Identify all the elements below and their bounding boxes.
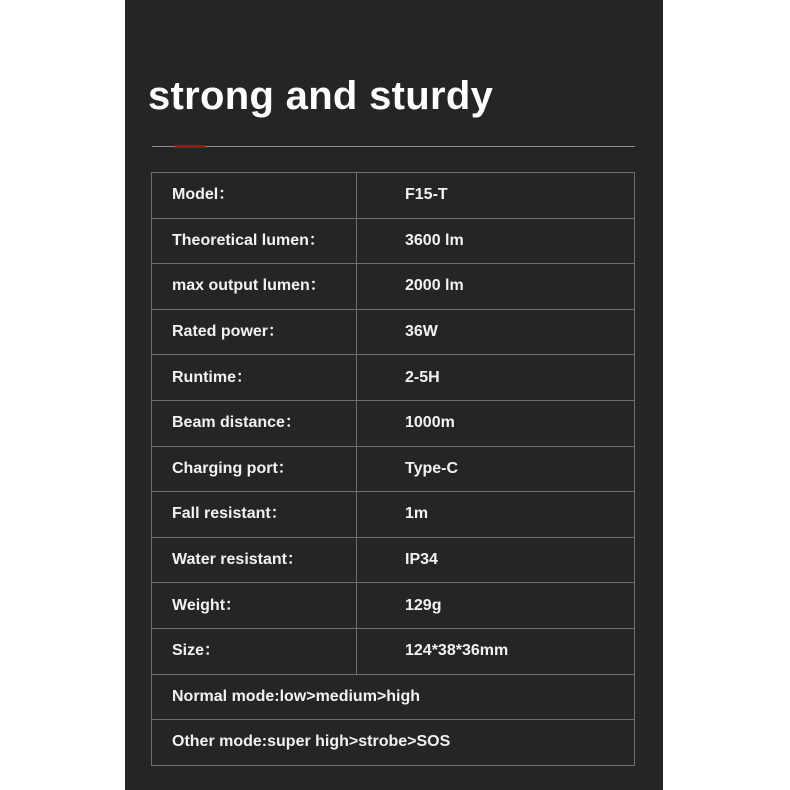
spec-panel	[125, 0, 663, 790]
spec-row-beam-distance	[152, 400, 635, 446]
spec-label: Theoretical lumen：	[152, 218, 357, 264]
spec-label: Model：	[152, 173, 357, 219]
spec-label: Beam distance：	[152, 400, 357, 446]
spec-row-weight	[152, 583, 635, 629]
spec-value: 124*38*36mm	[357, 628, 635, 674]
title-accent-bar	[175, 145, 206, 148]
spec-value: IP34	[357, 537, 635, 583]
spec-row-fall-resistant	[152, 492, 635, 538]
spec-value: Type-C	[357, 446, 635, 492]
spec-row-model	[152, 173, 635, 219]
spec-row-theoretical-lumen	[152, 218, 635, 264]
spec-value: 2000 lm	[357, 264, 635, 310]
spec-row-rated-power	[152, 309, 635, 355]
spec-row-runtime	[152, 355, 635, 401]
mode-row-normal	[152, 674, 635, 720]
title-divider	[152, 146, 635, 147]
spec-label: Rated power：	[152, 309, 357, 355]
spec-value: 2-5H	[357, 355, 635, 401]
spec-value: 129g	[357, 583, 635, 629]
spec-table	[151, 172, 635, 766]
spec-row-size	[152, 628, 635, 674]
spec-value: 1m	[357, 492, 635, 538]
spec-row-max-output-lumen	[152, 264, 635, 310]
spec-value: 1000m	[357, 400, 635, 446]
spec-label: Charging port：	[152, 446, 357, 492]
spec-label: Fall resistant：	[152, 492, 357, 538]
spec-value: 36W	[357, 309, 635, 355]
mode-row-other	[152, 720, 635, 766]
page-title: strong and sturdy	[148, 74, 494, 118]
spec-label: Runtime：	[152, 355, 357, 401]
spec-label: Weight：	[152, 583, 357, 629]
mode-text: Other mode:super high>strobe>SOS	[152, 720, 635, 766]
spec-label: Water resistant：	[152, 537, 357, 583]
spec-value: F15-T	[357, 173, 635, 219]
spec-row-water-resistant	[152, 537, 635, 583]
spec-label: max output lumen：	[152, 264, 357, 310]
spec-label: Size：	[152, 628, 357, 674]
spec-value: 3600 lm	[357, 218, 635, 264]
spec-row-charging-port	[152, 446, 635, 492]
mode-text: Normal mode:low>medium>high	[152, 674, 635, 720]
